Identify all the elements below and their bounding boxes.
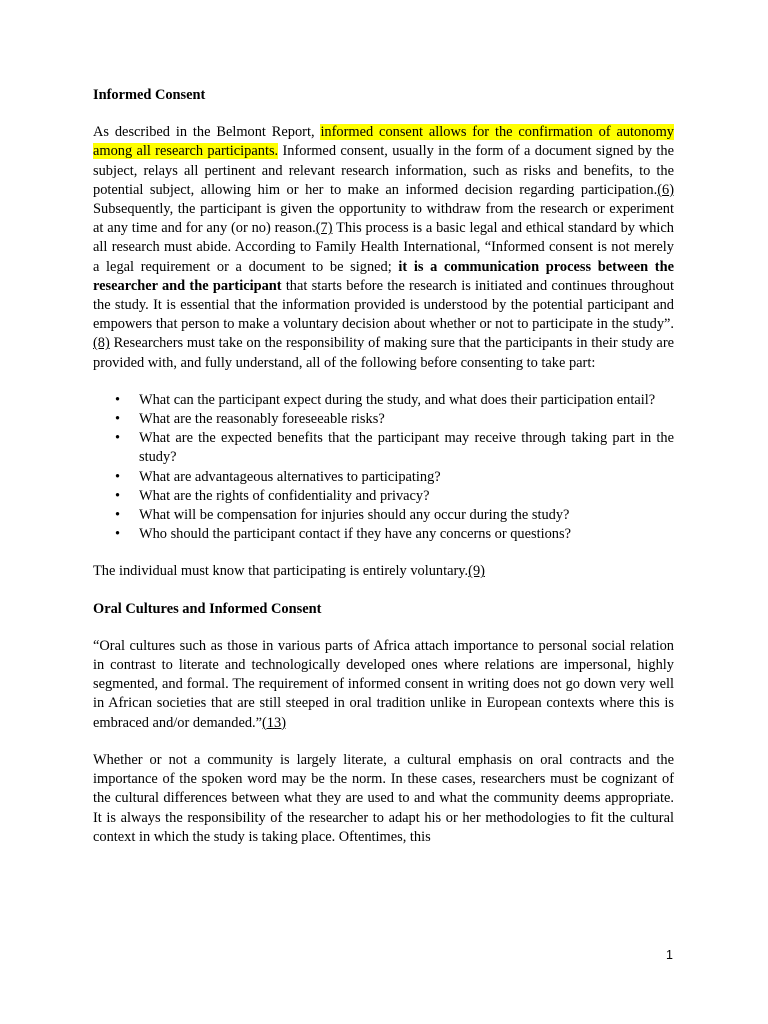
bullet-icon: • — [115, 526, 121, 543]
bullet-text: What will be compensation for injuries should any occur during the study? — [139, 507, 570, 524]
bullet-text: What can the participant expect during the study, and what does their participation entail? — [139, 391, 656, 408]
bullet-text: What are the expected benefits that the participant may receive through taking part in the study? — [139, 430, 674, 466]
citation-link-6[interactable]: (6) — [657, 181, 674, 198]
heading-oral-cultures: Oral Cultures and Informed Consent — [93, 600, 322, 617]
bullet-icon: • — [115, 507, 121, 524]
text-run: As described in the Belmont Report, — [93, 124, 321, 141]
page-number: 1 — [666, 948, 673, 962]
text-run: Researchers must take on the responsibility of making sure that the participants in their study are provided with, and fully understand, all of the following before consenting to take part: — [93, 335, 674, 371]
spacer — [93, 582, 674, 600]
heading-informed-consent: Informed Consent — [93, 87, 206, 103]
bullet-icon: • — [115, 430, 121, 447]
text-run: Informed consent, usually in the form of a document signed by the subject, relays all pertinent and relevant research information, such as risks and benefits, to the potential subject, allowing him or her to make an informed decision regarding participation. — [93, 143, 674, 198]
bullet-icon: • — [115, 468, 121, 485]
bullet-text: Who should the participant contact if they have any concerns or questions? — [139, 526, 571, 543]
spacer — [93, 373, 674, 391]
bullet-text: What are advantageous alternatives to participating? — [139, 468, 441, 485]
spacer — [93, 619, 674, 637]
text-run: This process is a basic legal and ethical standard by which all research must abide. According to Family Health International, “Informed consent is not merely a legal requirement or a document to be signed; — [93, 220, 674, 275]
document-body — [93, 86, 674, 847]
bullet-item — [93, 487, 674, 506]
highlighted-text: informed consent allows for the confirmation of autonomy among all research participants. — [93, 124, 675, 160]
bullet-icon: • — [115, 411, 121, 428]
text-run: Subsequently, the participant is given the opportunity to withdraw from the research or experiment at any time and for any (or no) reason. — [93, 201, 674, 237]
paragraph-voluntary — [93, 562, 674, 581]
bullet-text: What are the reasonably foreseeable risks? — [139, 411, 385, 428]
spacer — [93, 733, 674, 751]
bullet-item — [93, 410, 674, 429]
text-run: “Oral cultures such as those in various parts of Africa attach importance to personal social relation in contrast to literate and technologically developed ones where relations are impersonal, highly segmented, and formal. The requirement of informed consent in writing does not go down very well in African societies that are still steeped in oral tradition unlike in European contexts where this is embraced and/or demanded.” — [93, 637, 674, 731]
bullet-item — [93, 391, 674, 410]
spacer — [93, 544, 674, 562]
bullet-item — [93, 506, 674, 525]
bold-text: it is a communication process between the researcher and the participant — [93, 258, 674, 294]
text-run: that starts before the research is initiated and continues throughout the study. It is essential that the information provided is understood by the potential participant and empowers that person to make a voluntary decision about whether or not to participate in the study”. — [93, 277, 674, 333]
citation-link-13[interactable]: (13) — [262, 714, 286, 731]
citation-link-8[interactable]: (8) — [93, 335, 110, 352]
bullet-icon: • — [115, 487, 121, 504]
bullet-icon: • — [115, 391, 121, 408]
bullet-list — [93, 391, 674, 545]
bullet-item — [93, 468, 674, 487]
paragraph-oral-cultures-quote — [93, 637, 674, 733]
paragraph-belmont-report — [93, 123, 674, 373]
spacer — [93, 105, 674, 123]
citation-link-7[interactable]: (7) — [315, 220, 333, 237]
paragraph-oral-contracts: Whether or not a community is largely literate, a cultural emphasis on oral contracts and the importance of the spoken word may be the norm. In these cases, researchers must be cognizant of the cultural differences between what they are used to and what the community deems appropriate. It is always the responsibility of the researcher to adapt his or her methodologies to fit the cultural context in which the study is taking place. Oftentimes, this — [93, 751, 674, 845]
bullet-item — [93, 525, 674, 544]
bullet-text: What are the rights of confidentiality and privacy? — [139, 487, 430, 504]
bullet-item — [93, 429, 674, 467]
citation-link-9[interactable]: (9) — [468, 563, 485, 580]
text-run: The individual must know that participating is entirely voluntary. — [93, 563, 469, 580]
